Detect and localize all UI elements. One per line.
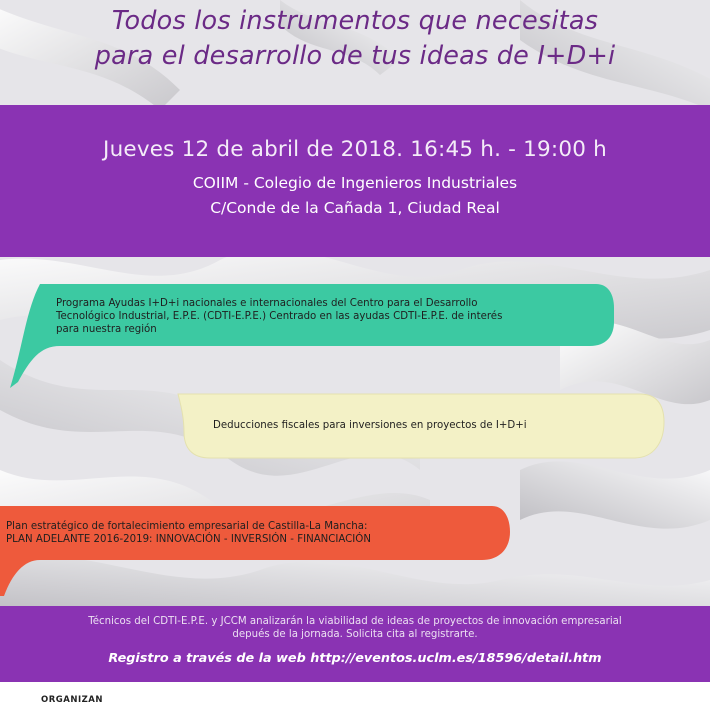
- topic-cdti-line-1: Programa Ayudas I+D+i nacionales e internacionales del Centro para el Desarrollo: [56, 298, 478, 309]
- organizers-label: ORGANIZAN: [41, 695, 103, 705]
- cream-ribbon-shape: [0, 392, 710, 472]
- info-line-2: depués de la jornada. Solicita cita al registrarte.: [232, 629, 478, 640]
- topic-ribbon-deducciones: [0, 392, 710, 472]
- event-address: C/Conde de la Cañada 1, Ciudad Real: [210, 199, 500, 217]
- event-details-band: [0, 105, 710, 257]
- headline-line-2: para el desarrollo de tus ideas de I+D+i: [94, 41, 616, 71]
- orange-ribbon-shape: [0, 500, 710, 600]
- organizers-footer: [0, 682, 710, 710]
- topic-ribbon-cdti: [0, 280, 710, 390]
- topic-deducciones-text: Deducciones fiscales para inversiones en proyectos de I+D+i: [213, 420, 527, 431]
- headline: [0, 4, 710, 74]
- info-line-1: Técnicos del CDTI-E.P.E. y JCCM analizarán la viabilidad de ideas de proyectos de innovación empresarial: [88, 616, 622, 627]
- event-datetime: Jueves 12 de abril de 2018. 16:45 h. - 19:00 h: [103, 137, 607, 162]
- topic-ribbon-plan-adelante: [0, 500, 710, 600]
- registration-link[interactable]: Registro a través de la web http://eventos.uclm.es/18596/detail.htm: [108, 651, 602, 666]
- headline-line-1: Todos los instrumentos que necesitas: [111, 6, 599, 36]
- topic-cdti-line-3: para nuestra región: [56, 324, 157, 335]
- topic-plan-line-1: Plan estratégico de fortalecimiento empresarial de Castilla-La Mancha:: [6, 521, 368, 532]
- topic-cdti-line-2: Tecnológico Industrial, E.P.E. (CDTI-E.P.E.) Centrado en las ayudas CDTI-E.P.E. de interés: [56, 311, 503, 322]
- topic-plan-line-2: PLAN ADELANTE 2016-2019: INNOVACIÓN - INVERSIÓN - FINANCIACIÓN: [6, 534, 371, 545]
- registration-band: [0, 606, 710, 682]
- event-venue: COIIM - Colegio de Ingenieros Industriales: [192, 174, 518, 192]
